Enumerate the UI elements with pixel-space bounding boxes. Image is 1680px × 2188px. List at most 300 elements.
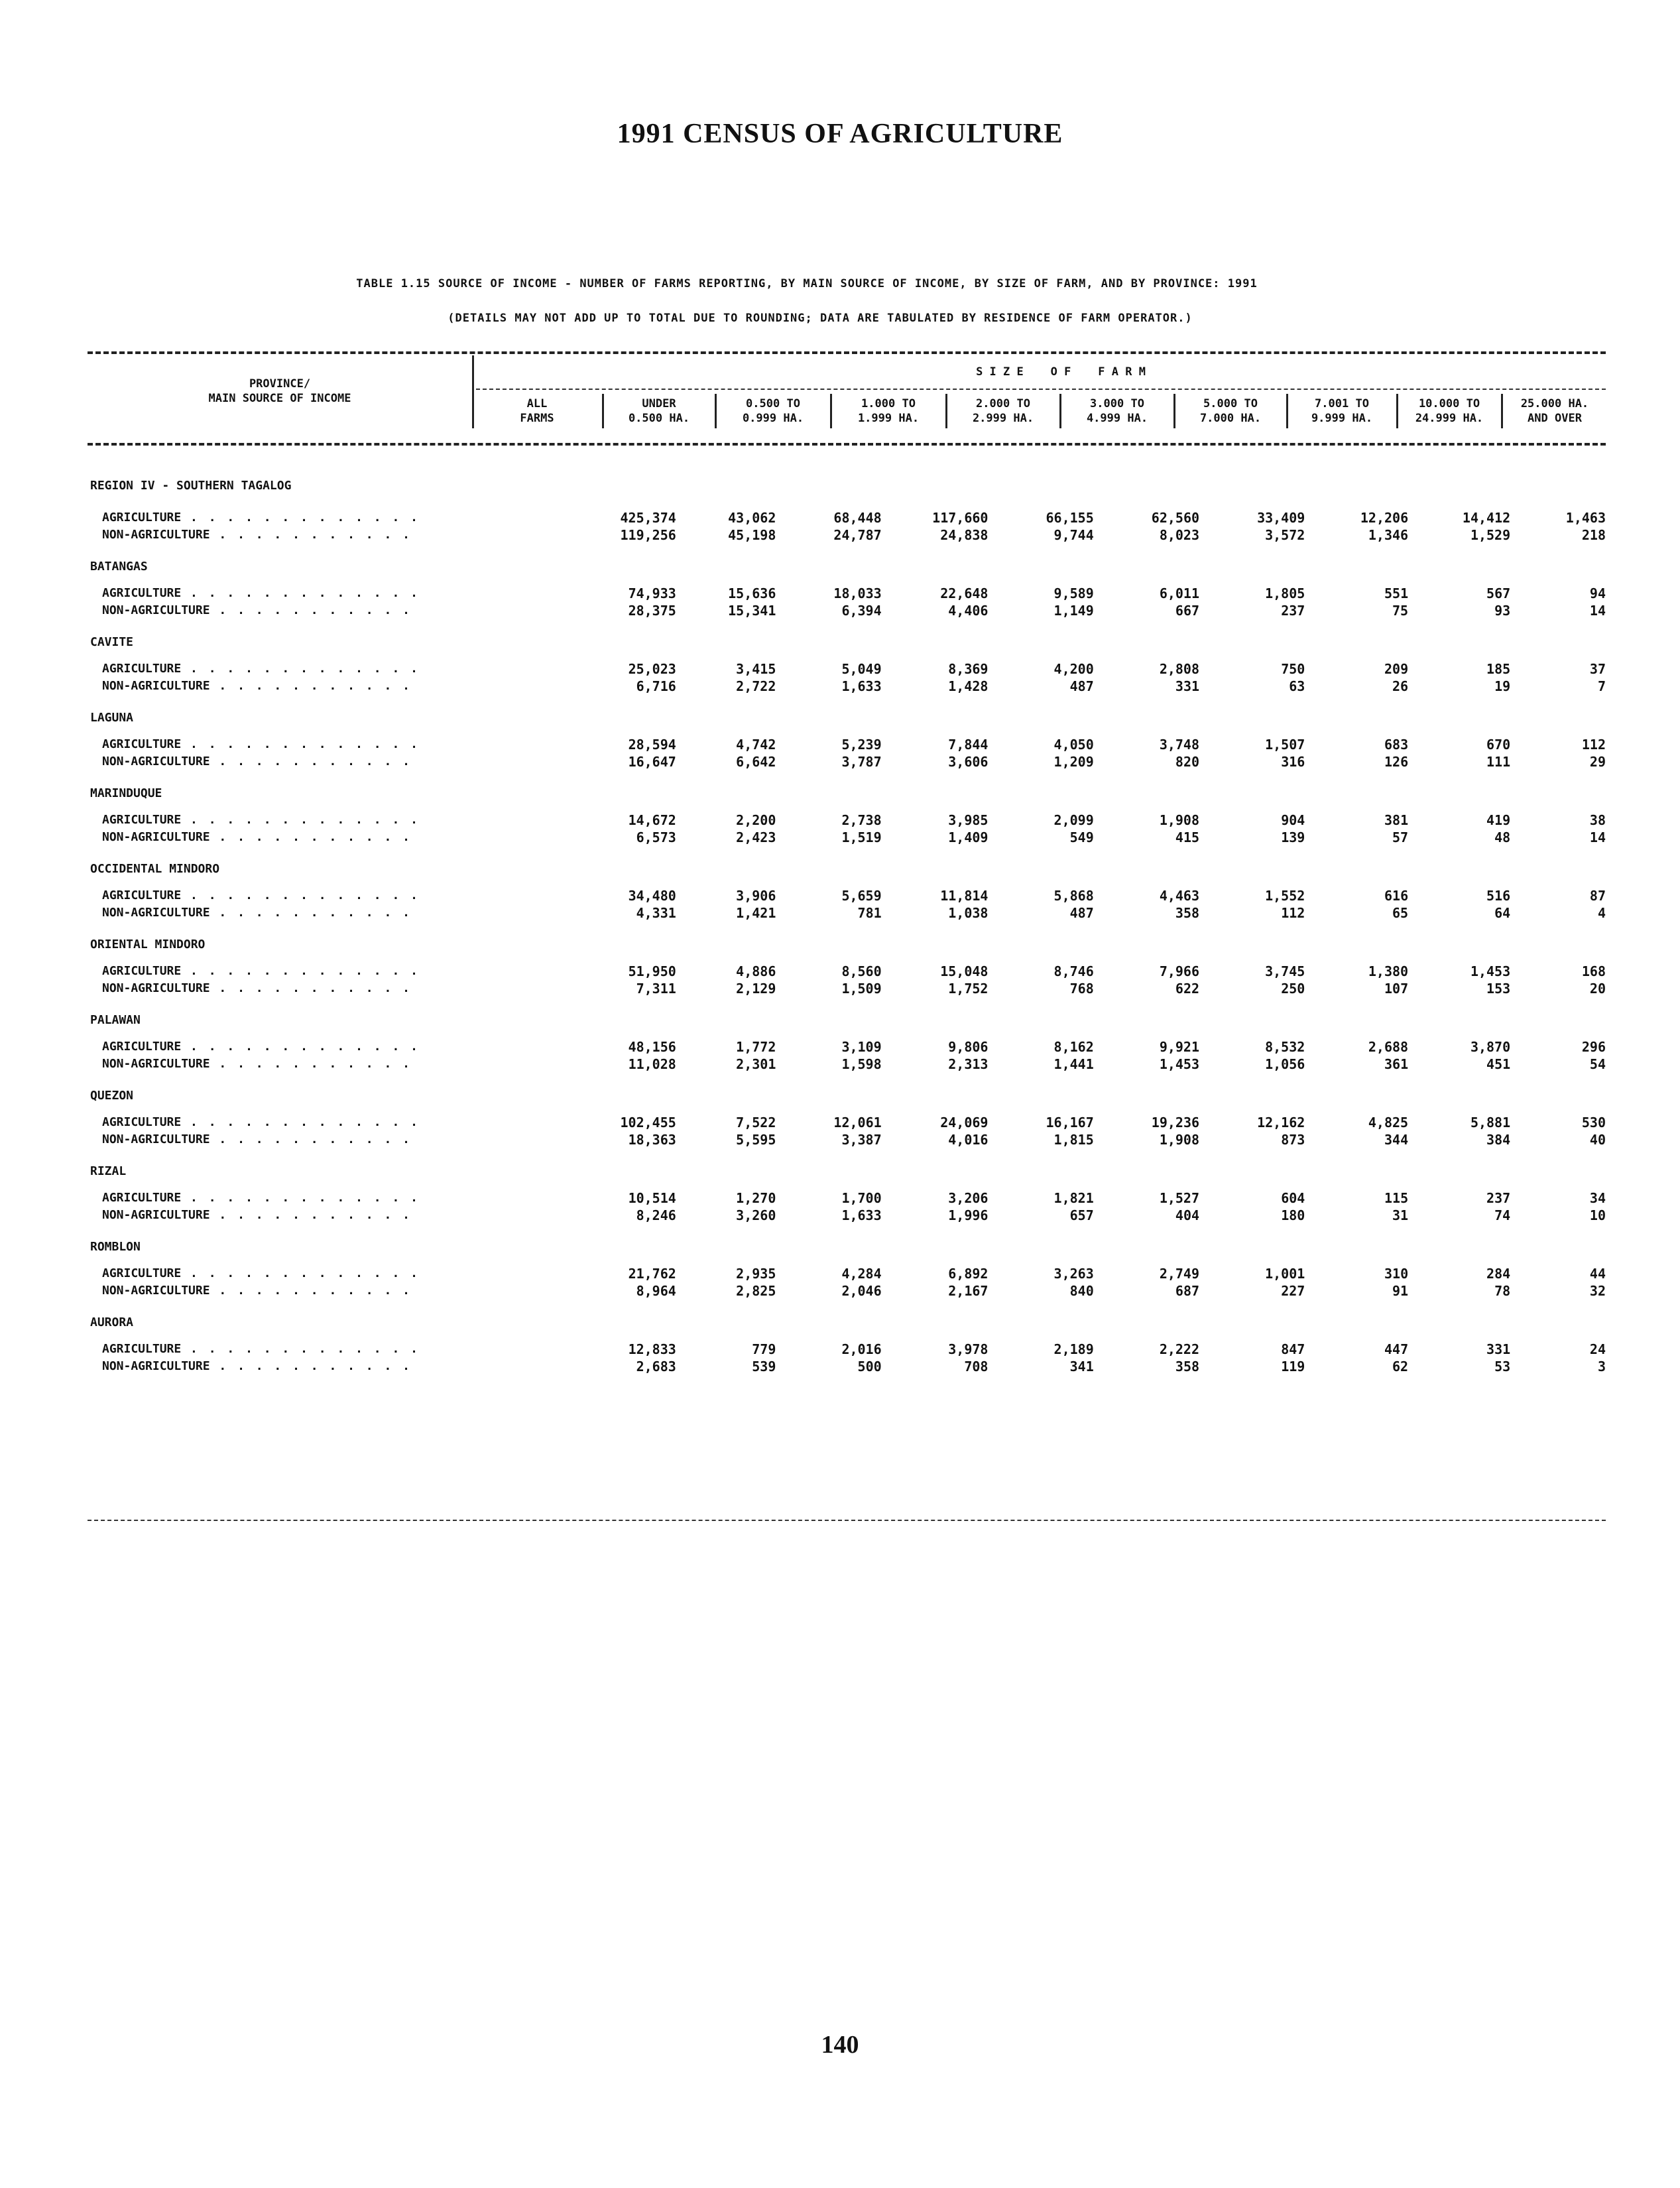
cell-value: 185	[1486, 661, 1511, 677]
cell-value: 1,752	[948, 981, 989, 997]
stub-header-line1: PROVINCE/	[249, 377, 311, 391]
leader-dots: . . . . . . . . . . .	[210, 755, 412, 768]
cell-value: 218	[1581, 527, 1606, 543]
cell-value: 14	[1589, 603, 1606, 619]
cell-value: 2,313	[948, 1056, 989, 1072]
header-bottom-rule	[88, 443, 1606, 446]
province-heading-row	[88, 544, 1606, 585]
province-heading-row	[88, 477, 1606, 509]
page-number: 140	[821, 2031, 859, 2059]
cell-value: 33,409	[1257, 510, 1305, 526]
non-agriculture-row	[88, 526, 1606, 544]
agriculture-row	[88, 585, 1606, 602]
cell-value: 2,749	[1159, 1266, 1200, 1282]
cell-value: 54	[1589, 1056, 1606, 1072]
cell-value: 14	[1589, 829, 1606, 845]
stub-header-line2: MAIN SOURCE OF INCOME	[208, 392, 351, 405]
cell-value: 24,069	[940, 1115, 989, 1130]
province-heading-row	[88, 695, 1606, 736]
leader-dots: . . . . . . . . . . . . .	[181, 511, 420, 524]
cell-value: 51,950	[628, 963, 676, 979]
province-name: OCCIDENTAL MINDORO	[90, 862, 220, 876]
cell-value: 657	[1069, 1207, 1094, 1223]
cell-value: 687	[1175, 1283, 1200, 1299]
cell-value: 11,814	[940, 888, 989, 904]
cell-value: 91	[1392, 1283, 1409, 1299]
cell-value: 358	[1175, 1359, 1200, 1374]
cell-value: 107	[1384, 981, 1409, 997]
agriculture-row	[88, 1341, 1606, 1358]
cell-value: 667	[1175, 603, 1200, 619]
cell-value: 139	[1281, 829, 1305, 845]
cell-value: 57	[1392, 829, 1409, 845]
cell-value: 384	[1486, 1132, 1511, 1148]
cell-value: 237	[1486, 1190, 1511, 1206]
cell-value: 68,448	[833, 510, 882, 526]
col-separator	[1173, 394, 1175, 428]
leader-dots: . . . . . . . . . . .	[210, 603, 412, 617]
income-source-label: NON-AGRICULTURE . . . . . . . . . . .	[102, 1057, 412, 1071]
cell-value: 4,886	[736, 963, 776, 979]
cell-value: 1,519	[841, 829, 882, 845]
province-name: AURORA	[90, 1315, 134, 1329]
cell-value: 5,049	[841, 661, 882, 677]
col-header-7001-9999: 7.001 TO 9.999 HA.	[1311, 397, 1373, 425]
cell-value: 404	[1175, 1207, 1200, 1223]
cell-value: 48	[1494, 829, 1511, 845]
income-source-label: NON-AGRICULTURE . . . . . . . . . . .	[102, 755, 412, 768]
province-name: ORIENTAL MINDORO	[90, 938, 206, 951]
income-source-label: NON-AGRICULTURE . . . . . . . . . . .	[102, 1284, 412, 1298]
cell-value: 19,236	[1151, 1115, 1200, 1130]
cell-value: 8,369	[948, 661, 989, 677]
non-agriculture-row	[88, 602, 1606, 619]
col-separator	[1286, 394, 1288, 428]
cell-value: 9,921	[1159, 1039, 1200, 1055]
cell-value: 331	[1175, 678, 1200, 694]
agriculture-row	[88, 1189, 1606, 1207]
cell-value: 904	[1281, 812, 1305, 828]
cell-value: 5,868	[1053, 888, 1094, 904]
agriculture-row	[88, 660, 1606, 678]
cell-value: 4,825	[1368, 1115, 1409, 1130]
non-agriculture-row	[88, 1358, 1606, 1375]
cell-value: 361	[1384, 1056, 1409, 1072]
cell-value: 1,453	[1159, 1056, 1200, 1072]
agriculture-row	[88, 1114, 1606, 1131]
income-source-label: NON-AGRICULTURE . . . . . . . . . . .	[102, 981, 412, 995]
cell-value: 53	[1494, 1359, 1511, 1374]
cell-value: 2,046	[841, 1283, 882, 1299]
cell-value: 24	[1589, 1341, 1606, 1357]
cell-value: 37	[1589, 661, 1606, 677]
cell-value: 6,394	[841, 603, 882, 619]
cell-value: 1,633	[841, 1207, 882, 1223]
cell-value: 1,509	[841, 981, 882, 997]
cell-value: 102,455	[620, 1115, 676, 1130]
cell-value: 622	[1175, 981, 1200, 997]
province-heading-row	[88, 1073, 1606, 1114]
cell-value: 7,966	[1159, 963, 1200, 979]
col-header-0500-0999: 0.500 TO 0.999 HA.	[742, 397, 804, 425]
cell-value: 604	[1281, 1190, 1305, 1206]
cell-value: 341	[1069, 1359, 1094, 1374]
cell-value: 4,200	[1053, 661, 1094, 677]
cell-value: 64	[1494, 905, 1511, 921]
cell-value: 539	[752, 1359, 776, 1374]
leader-dots: . . . . . . . . . . .	[210, 1284, 412, 1298]
cell-value: 94	[1589, 585, 1606, 601]
income-source-label: NON-AGRICULTURE . . . . . . . . . . .	[102, 830, 412, 844]
cell-value: 3,206	[948, 1190, 989, 1206]
cell-value: 119,256	[620, 527, 676, 543]
leader-dots: . . . . . . . . . . . . .	[181, 964, 420, 978]
cell-value: 12,061	[833, 1115, 882, 1130]
leader-dots: . . . . . . . . . . .	[210, 528, 412, 542]
cell-value: 3,870	[1470, 1039, 1511, 1055]
cell-value: 2,688	[1368, 1039, 1409, 1055]
income-source-label: AGRICULTURE . . . . . . . . . . . . .	[102, 888, 420, 902]
cell-value: 44	[1589, 1266, 1606, 1282]
cell-value: 45,198	[728, 527, 776, 543]
cell-value: 8,746	[1053, 963, 1094, 979]
cell-value: 683	[1384, 737, 1409, 753]
col-separator	[1396, 394, 1398, 428]
province-heading-row	[88, 770, 1606, 812]
cell-value: 1,421	[736, 905, 776, 921]
cell-value: 24,838	[940, 527, 989, 543]
cell-value: 6,892	[948, 1266, 989, 1282]
cell-value: 358	[1175, 905, 1200, 921]
cell-value: 15,048	[940, 963, 989, 979]
data-table	[88, 477, 1606, 1375]
income-source-label: AGRICULTURE . . . . . . . . . . . . .	[102, 1040, 420, 1054]
cell-value: 1,346	[1368, 527, 1409, 543]
cell-value: 66,155	[1046, 510, 1094, 526]
income-source-label: AGRICULTURE . . . . . . . . . . . . .	[102, 813, 420, 827]
cell-value: 28,594	[628, 737, 676, 753]
agriculture-row	[88, 509, 1606, 526]
cell-value: 2,200	[736, 812, 776, 828]
cell-value: 768	[1069, 981, 1094, 997]
cell-value: 1,700	[841, 1190, 882, 1206]
leader-dots: . . . . . . . . . . . . .	[181, 1115, 420, 1129]
cell-value: 551	[1384, 585, 1409, 601]
leader-dots: . . . . . . . . . . . . .	[181, 1266, 420, 1280]
cell-value: 153	[1486, 981, 1511, 997]
cell-value: 11,028	[628, 1056, 676, 1072]
cell-value: 75	[1392, 603, 1409, 619]
cell-value: 12,833	[628, 1341, 676, 1357]
cell-value: 1,805	[1265, 585, 1305, 601]
leader-dots: . . . . . . . . . . .	[210, 1057, 412, 1071]
income-source-label: AGRICULTURE . . . . . . . . . . . . .	[102, 586, 420, 600]
cell-value: 180	[1281, 1207, 1305, 1223]
cell-value: 1,270	[736, 1190, 776, 1206]
cell-value: 1,463	[1565, 510, 1606, 526]
non-agriculture-row	[88, 904, 1606, 922]
cell-value: 43,062	[728, 510, 776, 526]
non-agriculture-row	[88, 1056, 1606, 1073]
cell-value: 3	[1597, 1359, 1606, 1374]
cell-value: 5,239	[841, 737, 882, 753]
table-note: (DETAILS MAY NOT ADD UP TO TOTAL DUE TO ROUNDING; DATA ARE TABULATED BY RESIDENCE OF FARM OPERATOR.)	[448, 312, 1193, 325]
size-of-farm-header: S I Z E O F F A R M	[976, 365, 1146, 379]
cell-value: 20	[1589, 981, 1606, 997]
cell-value: 2,189	[1053, 1341, 1094, 1357]
cell-value: 16,167	[1046, 1115, 1094, 1130]
agriculture-row	[88, 736, 1606, 753]
income-source-label: NON-AGRICULTURE . . . . . . . . . . .	[102, 679, 412, 693]
cell-value: 74	[1494, 1207, 1511, 1223]
stub-separator	[472, 355, 474, 428]
cell-value: 840	[1069, 1283, 1094, 1299]
income-source-label: NON-AGRICULTURE . . . . . . . . . . .	[102, 1359, 412, 1373]
cell-value: 112	[1281, 905, 1305, 921]
cell-value: 331	[1486, 1341, 1511, 1357]
cell-value: 3,985	[948, 812, 989, 828]
cell-value: 25,023	[628, 661, 676, 677]
cell-value: 40	[1589, 1132, 1606, 1148]
leader-dots: . . . . . . . . . . .	[210, 1132, 412, 1146]
col-separator	[945, 394, 947, 428]
cell-value: 2,301	[736, 1056, 776, 1072]
leader-dots: . . . . . . . . . . . . .	[181, 1342, 420, 1356]
cell-value: 5,881	[1470, 1115, 1511, 1130]
province-heading-row	[88, 619, 1606, 660]
cell-value: 4,406	[948, 603, 989, 619]
cell-value: 1,633	[841, 678, 882, 694]
cell-value: 3,748	[1159, 737, 1200, 753]
province-name: QUEZON	[90, 1089, 134, 1103]
cell-value: 1,552	[1265, 888, 1305, 904]
cell-value: 63	[1289, 678, 1305, 694]
leader-dots: . . . . . . . . . . . . .	[181, 1040, 420, 1054]
cell-value: 18,033	[833, 585, 882, 601]
cell-value: 34,480	[628, 888, 676, 904]
cell-value: 10	[1589, 1207, 1606, 1223]
cell-value: 820	[1175, 754, 1200, 770]
leader-dots: . . . . . . . . . . . . .	[181, 662, 420, 676]
cell-value: 708	[964, 1359, 989, 1374]
leader-dots: . . . . . . . . . . .	[210, 679, 412, 693]
cell-value: 530	[1581, 1115, 1606, 1130]
non-agriculture-row	[88, 1131, 1606, 1148]
cell-value: 93	[1494, 603, 1511, 619]
cell-value: 3,260	[736, 1207, 776, 1223]
cell-value: 14,412	[1462, 510, 1511, 526]
cell-value: 3,109	[841, 1039, 882, 1055]
cell-value: 3,572	[1265, 527, 1305, 543]
cell-value: 119	[1281, 1359, 1305, 1374]
cell-value: 237	[1281, 603, 1305, 619]
cell-value: 38	[1589, 812, 1606, 828]
cell-value: 16,647	[628, 754, 676, 770]
col-separator	[715, 394, 717, 428]
province-name: CAVITE	[90, 635, 134, 649]
income-source-label: AGRICULTURE . . . . . . . . . . . . .	[102, 511, 420, 524]
province-name: MARINDUQUE	[90, 786, 162, 800]
cell-value: 1,821	[1053, 1190, 1094, 1206]
cell-value: 3,978	[948, 1341, 989, 1357]
table-caption: TABLE 1.15 SOURCE OF INCOME - NUMBER OF FARMS REPORTING, BY MAIN SOURCE OF INCOME, BY SIZE OF FARM, AND BY PROVINCE: 1991	[356, 277, 1258, 290]
cell-value: 15,636	[728, 585, 776, 601]
cell-value: 1,038	[948, 905, 989, 921]
cell-value: 12,206	[1360, 510, 1409, 526]
cell-value: 2,129	[736, 981, 776, 997]
cell-value: 670	[1486, 737, 1511, 753]
cell-value: 28,375	[628, 603, 676, 619]
cell-value: 7,844	[948, 737, 989, 753]
agriculture-row	[88, 963, 1606, 980]
province-name: LAGUNA	[90, 711, 134, 725]
province-name: RIZAL	[90, 1164, 127, 1178]
non-agriculture-row	[88, 980, 1606, 997]
cell-value: 447	[1384, 1341, 1409, 1357]
province-heading-row	[88, 846, 1606, 887]
province-name: PALAWAN	[90, 1013, 141, 1027]
income-source-label: AGRICULTURE . . . . . . . . . . . . .	[102, 1191, 420, 1205]
cell-value: 381	[1384, 812, 1409, 828]
cell-value: 6,573	[636, 829, 676, 845]
cell-value: 7,522	[736, 1115, 776, 1130]
cell-value: 1,908	[1159, 1132, 1200, 1148]
leader-dots: . . . . . . . . . . .	[210, 1359, 412, 1373]
cell-value: 3,387	[841, 1132, 882, 1148]
cell-value: 3,787	[841, 754, 882, 770]
leader-dots: . . . . . . . . . . . . .	[181, 1191, 420, 1205]
cell-value: 32	[1589, 1283, 1606, 1299]
cell-value: 4,463	[1159, 888, 1200, 904]
cell-value: 2,935	[736, 1266, 776, 1282]
cell-value: 29	[1589, 754, 1606, 770]
cell-value: 12,162	[1257, 1115, 1305, 1130]
cell-value: 126	[1384, 754, 1409, 770]
cell-value: 8,246	[636, 1207, 676, 1223]
cell-value: 344	[1384, 1132, 1409, 1148]
cell-value: 316	[1281, 754, 1305, 770]
cell-value: 227	[1281, 1283, 1305, 1299]
cell-value: 284	[1486, 1266, 1511, 1282]
cell-value: 6,011	[1159, 585, 1200, 601]
cell-value: 567	[1486, 585, 1511, 601]
cell-value: 516	[1486, 888, 1511, 904]
cell-value: 9,589	[1053, 585, 1094, 601]
cell-value: 1,380	[1368, 963, 1409, 979]
cell-value: 6,716	[636, 678, 676, 694]
leader-dots: . . . . . . . . . . .	[210, 1208, 412, 1222]
cell-value: 1,598	[841, 1056, 882, 1072]
cell-value: 6,642	[736, 754, 776, 770]
col-separator	[830, 394, 832, 428]
cell-value: 2,683	[636, 1359, 676, 1374]
cell-value: 3,606	[948, 754, 989, 770]
cell-value: 8,023	[1159, 527, 1200, 543]
cell-value: 3,263	[1053, 1266, 1094, 1282]
non-agriculture-row	[88, 753, 1606, 770]
cell-value: 34	[1589, 1190, 1606, 1206]
col-header-under-0500: UNDER 0.500 HA.	[628, 397, 690, 425]
cell-value: 4,284	[841, 1266, 882, 1282]
cell-value: 1,772	[736, 1039, 776, 1055]
cell-value: 4,016	[948, 1132, 989, 1148]
cell-value: 2,808	[1159, 661, 1200, 677]
cell-value: 873	[1281, 1132, 1305, 1148]
agriculture-row	[88, 1265, 1606, 1282]
cell-value: 24,787	[833, 527, 882, 543]
non-agriculture-row	[88, 678, 1606, 695]
cell-value: 4,050	[1053, 737, 1094, 753]
table-bottom-rule	[88, 1520, 1606, 1521]
cell-value: 78	[1494, 1283, 1511, 1299]
cell-value: 425,374	[620, 510, 676, 526]
cell-value: 3,745	[1265, 963, 1305, 979]
size-header-rule	[476, 389, 1606, 390]
cell-value: 8,532	[1265, 1039, 1305, 1055]
col-separator	[1059, 394, 1061, 428]
cell-value: 1,409	[948, 829, 989, 845]
cell-value: 1,428	[948, 678, 989, 694]
cell-value: 2,722	[736, 678, 776, 694]
cell-value: 487	[1069, 678, 1094, 694]
cell-value: 112	[1581, 737, 1606, 753]
leader-dots: . . . . . . . . . . .	[210, 906, 412, 920]
cell-value: 1,908	[1159, 812, 1200, 828]
cell-value: 750	[1281, 661, 1305, 677]
cell-value: 1,996	[948, 1207, 989, 1223]
cell-value: 26	[1392, 678, 1409, 694]
cell-value: 1,815	[1053, 1132, 1094, 1148]
cell-value: 500	[857, 1359, 882, 1374]
income-source-label: NON-AGRICULTURE . . . . . . . . . . .	[102, 1208, 412, 1222]
income-source-label: NON-AGRICULTURE . . . . . . . . . . .	[102, 1132, 412, 1146]
income-source-label: AGRICULTURE . . . . . . . . . . . . .	[102, 1342, 420, 1356]
leader-dots: . . . . . . . . . . . . .	[181, 813, 420, 827]
agriculture-row	[88, 812, 1606, 829]
province-heading-row	[88, 997, 1606, 1038]
col-header-10000-24999: 10.000 TO 24.999 HA.	[1415, 397, 1484, 425]
cell-value: 296	[1581, 1039, 1606, 1055]
agriculture-row	[88, 1038, 1606, 1056]
cell-value: 62,560	[1151, 510, 1200, 526]
cell-value: 2,222	[1159, 1341, 1200, 1357]
cell-value: 87	[1589, 888, 1606, 904]
income-source-label: AGRICULTURE . . . . . . . . . . . . .	[102, 662, 420, 676]
income-source-label: AGRICULTURE . . . . . . . . . . . . .	[102, 1115, 420, 1129]
cell-value: 117,660	[932, 510, 989, 526]
non-agriculture-row	[88, 1282, 1606, 1300]
leader-dots: . . . . . . . . . . . . .	[181, 737, 420, 751]
cell-value: 616	[1384, 888, 1409, 904]
leader-dots: . . . . . . . . . . .	[210, 830, 412, 844]
cell-value: 14,672	[628, 812, 676, 828]
cell-value: 1,001	[1265, 1266, 1305, 1282]
cell-value: 451	[1486, 1056, 1511, 1072]
col-header-25000-over: 25.000 HA. AND OVER	[1520, 397, 1589, 425]
province-heading-row	[88, 1148, 1606, 1189]
cell-value: 1,529	[1470, 527, 1511, 543]
non-agriculture-row	[88, 829, 1606, 846]
cell-value: 549	[1069, 829, 1094, 845]
cell-value: 7	[1597, 678, 1606, 694]
province-heading-row	[88, 922, 1606, 963]
cell-value: 1,527	[1159, 1190, 1200, 1206]
cell-value: 111	[1486, 754, 1511, 770]
cell-value: 22,648	[940, 585, 989, 601]
cell-value: 65	[1392, 905, 1409, 921]
cell-value: 1,441	[1053, 1056, 1094, 1072]
cell-value: 7,311	[636, 981, 676, 997]
